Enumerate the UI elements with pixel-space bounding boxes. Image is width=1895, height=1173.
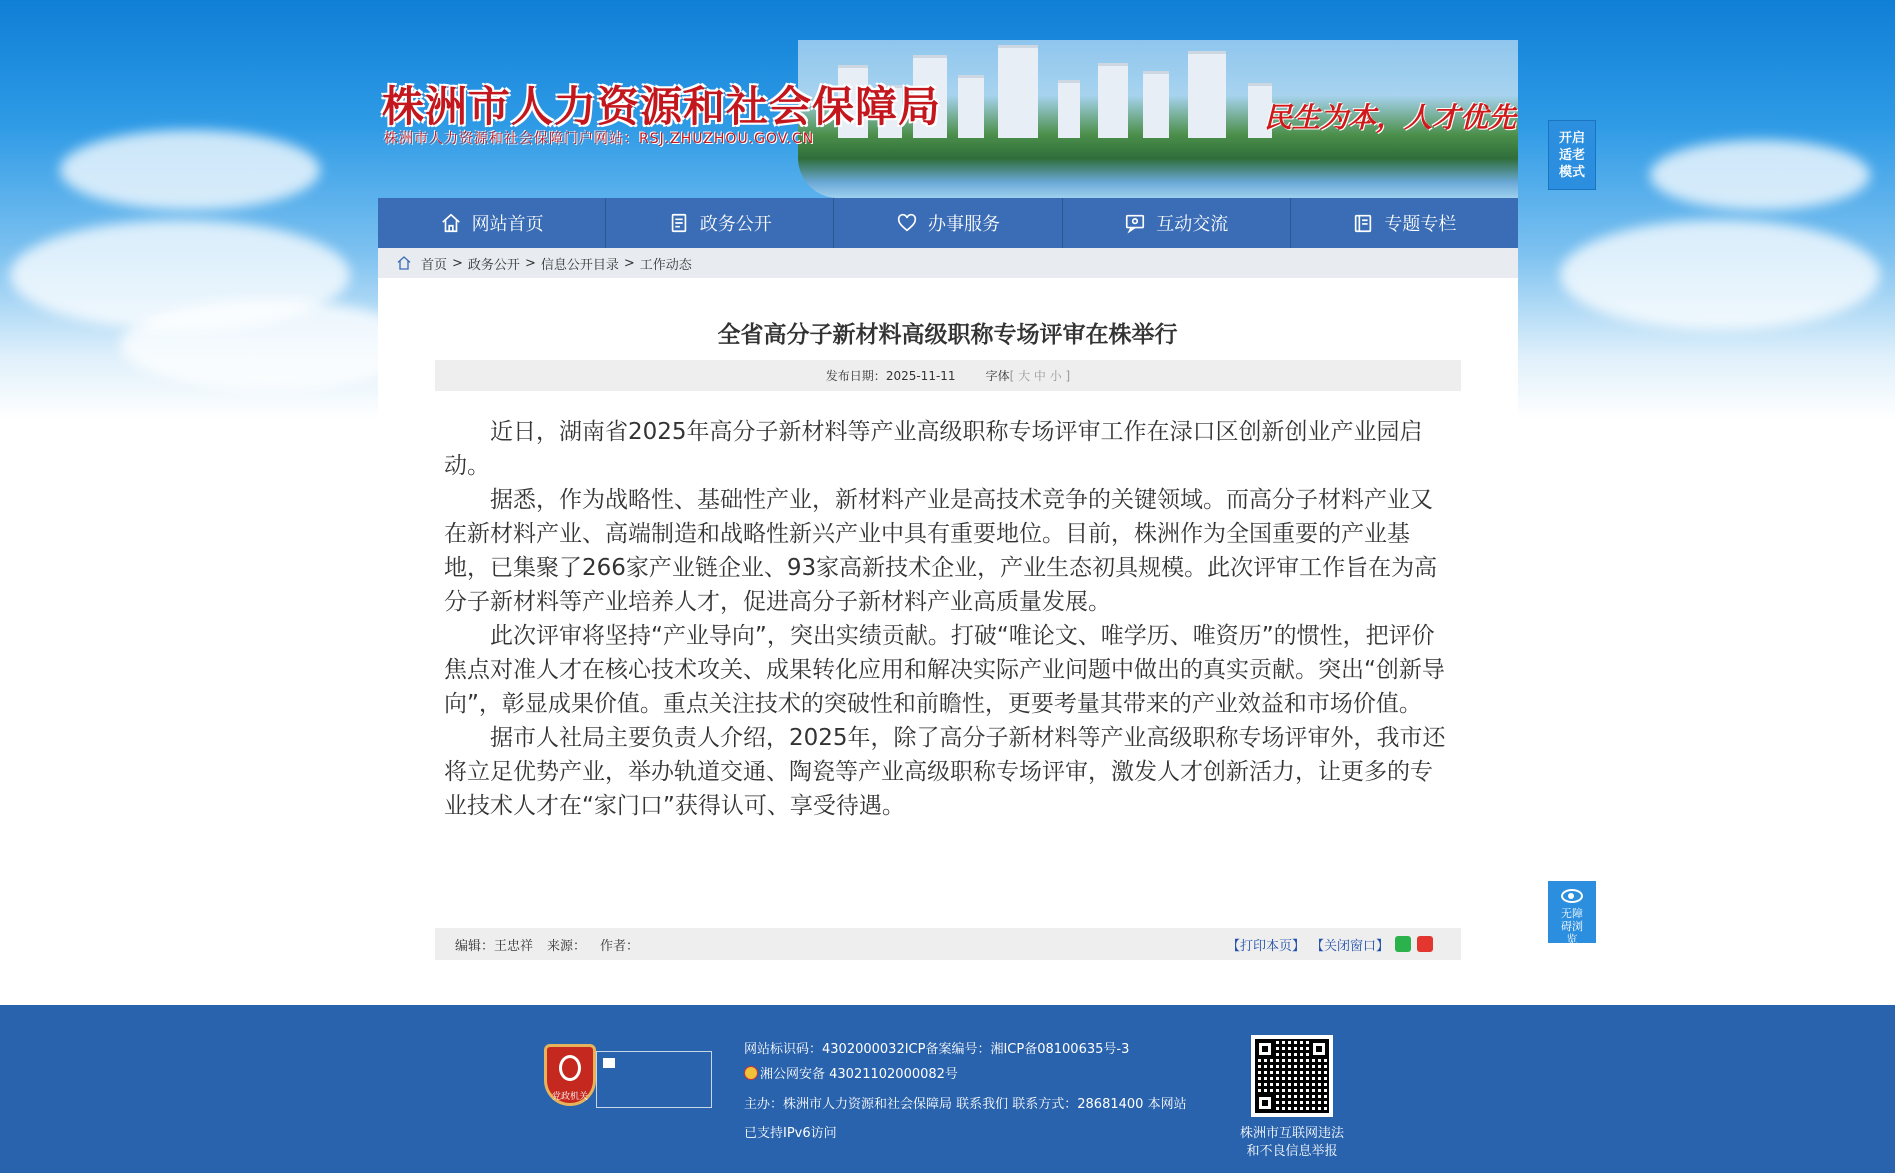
nav-item-label: 互动交流 [1156,214,1229,235]
print-page-link[interactable]: 【打印本页】 [1226,938,1305,954]
nav-item-label: 办事服务 [928,214,1000,235]
qr-caption-line: 株洲市互联网违法 [1239,1126,1344,1141]
wechat-share-icon[interactable] [1395,936,1411,952]
building [1143,71,1169,138]
footer-host-info: 主办：株洲市人力资源和社会保障局 联系我们 联系方式：28681400 本网站 [744,1097,1187,1112]
font-size-label: 字体 [985,369,1010,383]
accessibility-label: 无障碍浏览 [1561,907,1583,946]
emblem-mark [559,1055,581,1081]
editor-name: 王忠祥 [494,938,534,954]
breadcrumb-separator: > [524,255,536,271]
qr-finder [1255,1093,1275,1113]
badge-icon [603,1058,615,1068]
nav-item-home[interactable] [378,198,606,248]
editor-info [455,935,533,954]
font-size-options[interactable]: [ 大 中 小 ] [1009,369,1071,383]
footer-police-record[interactable] [744,1063,958,1082]
footer-site-id: 网站标识码：4302000032ICP备案编号：湘ICP备08100635号-3 [744,1042,1130,1057]
building [1188,51,1226,138]
party-gov-emblem-icon[interactable] [544,1044,596,1106]
qr-caption [1222,1125,1362,1161]
home-icon [396,255,412,271]
elder-mode-button[interactable]: 开启适老模式 [1548,120,1596,190]
book-icon [1352,212,1374,234]
footer-ipv6: 已支持IPv6访问 [744,1126,837,1141]
article-paragraph: 近日，湖南省2025年高分子新材料等产业高级职称专场评审工作在渌口区创新创业产业园启动。 [444,419,1423,479]
article-paragraph: 据市人社局主要负责人介绍，2025年，除了高分子新材料等产业高级职称专场评审外，我市还将立足优势产业，举办轨道交通、陶瓷等产业高级职称专场评审，激发人才创新活力，让更多的专业技术人才在“家门口”获得认可、享受待遇。 [444,725,1446,819]
cloud-decoration [1650,140,1870,210]
eye-icon [1561,889,1583,903]
article-meta [435,360,1461,391]
author-label: 作者： [600,938,640,954]
site-subtitle: 株洲市人力资源和社会保障门户网站：RSJ.ZHUZHOU.GOV.CN [384,131,815,147]
police-record-text: 湘公网安备 43021102000082号 [760,1067,958,1082]
article-paragraph: 据悉，作为战略性、基础性产业，新材料产业是高技术竞争的关键领域。而高分子材料产业又在新材料产业、高端制造和战略性新兴产业中具有重要地位。目前，株洲作为全国重要的产业基地，已集聚了266家产业链企业、93家高新技术企业，产业生态初具规模。此次评审工作旨在为高分子新材料等产业培养人才，促进高分子新材料产业高质量发展。 [444,487,1438,615]
article-body [444,415,1452,823]
qr-code-pattern [1255,1039,1329,1113]
building [998,45,1038,138]
publish-date-value: 2025-11-11 [885,369,956,383]
weibo-share-icon[interactable] [1417,936,1433,952]
site-slogan: 民生为本，人才优先 [1264,101,1517,134]
building [1058,80,1080,138]
main-nav [378,198,1518,248]
article-title: 全省高分子新材料高级职称专场评审在株举行 [717,322,1178,348]
building [1098,63,1128,138]
publish-date [826,367,956,384]
site-title: 株洲市人力资源和社会保障局 [382,82,942,131]
nav-item-gov-affairs[interactable] [606,198,834,248]
building [958,75,984,138]
home-icon [440,212,462,234]
chat-icon [1124,212,1146,234]
close-window-link[interactable]: 【关闭窗口】 [1310,938,1389,954]
nav-item-interaction[interactable] [1063,198,1291,248]
nav-item-topics[interactable] [1291,198,1518,248]
heart-icon [896,212,918,234]
emblem-label: 党政机关 [551,1092,588,1102]
nav-item-label: 政务公开 [699,214,772,235]
breadcrumb [378,248,1518,278]
qr-finder [1255,1039,1275,1059]
source-label: 来源： [547,938,587,954]
breadcrumb-info-directory[interactable]: 信息公开目录 [540,257,619,273]
police-badge-icon [744,1066,758,1080]
cloud-decoration [60,130,320,210]
breadcrumb-work-news[interactable]: 工作动态 [639,257,692,273]
breadcrumb-separator: > [623,255,635,271]
document-icon [668,212,690,234]
nav-item-services[interactable] [834,198,1062,248]
nav-item-label: 专题专栏 [1384,214,1457,235]
breadcrumb-separator: > [452,255,463,271]
breadcrumb-gov-affairs[interactable]: 政务公开 [467,257,520,273]
article-footer-bar [435,928,1461,960]
site-header [378,0,1518,198]
font-size-control [986,367,1071,384]
breadcrumb-home[interactable]: 首页 [421,257,448,273]
qr-caption-line: 和不良信息举报 [1246,1144,1338,1159]
editor-label: 编辑： [455,938,495,954]
report-qr-code [1251,1035,1333,1117]
accessibility-button[interactable] [1548,881,1596,946]
qr-finder [1309,1039,1329,1059]
nav-item-label: 网站首页 [471,214,544,235]
publish-date-label: 发布日期： [825,369,886,383]
article-paragraph: 此次评审将坚持“产业导向”，突出实绩贡献。打破“唯论文、唯学历、唯资历”的惯性，把评价焦点对准人才在核心技术攻关、成果转化应用和解决实际产业问题中做出的真实贡献。突出“创新导向”，彰显成果价值。重点关注技术的突破性和前瞻性，更要考量其带来的产业效益和市场价值。 [444,623,1445,717]
cloud-decoration [1560,220,1880,330]
site-footer [0,1005,1895,1173]
gov-error-correction-badge[interactable] [596,1051,712,1108]
